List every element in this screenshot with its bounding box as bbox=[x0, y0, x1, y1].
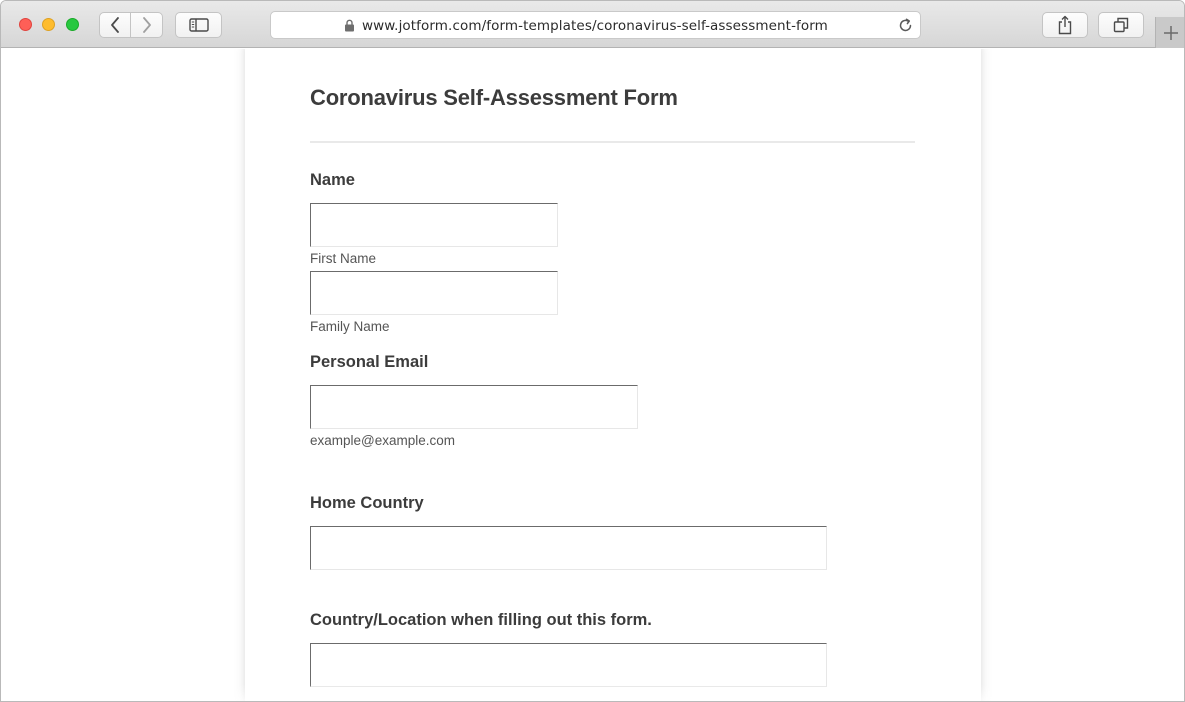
first-name-input[interactable] bbox=[310, 203, 558, 247]
back-button[interactable] bbox=[99, 12, 131, 38]
family-name-input[interactable] bbox=[310, 271, 558, 315]
lock-icon bbox=[344, 19, 355, 32]
close-window-button[interactable] bbox=[19, 18, 32, 31]
location-input[interactable] bbox=[310, 643, 827, 687]
chevron-left-icon bbox=[110, 17, 120, 33]
sidebar-toggle-button[interactable] bbox=[175, 12, 222, 38]
forward-button[interactable] bbox=[130, 12, 163, 38]
zoom-window-button[interactable] bbox=[66, 18, 79, 31]
location-label: Country/Location when filling out this form. bbox=[310, 611, 652, 629]
form-card bbox=[245, 49, 981, 702]
share-button[interactable] bbox=[1042, 12, 1088, 38]
tabs-overview-button[interactable] bbox=[1098, 12, 1144, 38]
first-name-sublabel: First Name bbox=[310, 251, 377, 266]
chevron-right-icon bbox=[142, 17, 152, 33]
share-icon bbox=[1057, 15, 1073, 35]
browser-toolbar bbox=[1, 1, 1184, 48]
sidebar-icon bbox=[189, 18, 209, 32]
form-title: Coronavirus Self-Assessment Form bbox=[310, 85, 678, 110]
home-country-input[interactable] bbox=[310, 526, 827, 570]
email-input[interactable] bbox=[310, 385, 638, 429]
plus-icon bbox=[1163, 25, 1179, 41]
bottom-fade bbox=[1, 684, 1184, 702]
email-sublabel: example@example.com bbox=[310, 433, 456, 448]
navigation-buttons bbox=[99, 12, 163, 38]
page-viewport bbox=[1, 49, 1184, 702]
new-tab-button[interactable] bbox=[1155, 17, 1185, 48]
minimize-window-button[interactable] bbox=[42, 18, 55, 31]
family-name-sublabel: Family Name bbox=[310, 319, 390, 334]
tabs-overview-icon bbox=[1113, 17, 1129, 33]
address-bar[interactable] bbox=[270, 11, 921, 39]
reload-icon[interactable] bbox=[897, 17, 914, 34]
home-country-label: Home Country bbox=[310, 494, 424, 512]
title-divider bbox=[310, 141, 915, 143]
name-label: Name bbox=[310, 171, 355, 189]
url-text[interactable]: www.jotform.com/form-templates/coronavirus-self-assessment-form bbox=[362, 18, 828, 34]
email-label: Personal Email bbox=[310, 353, 429, 371]
